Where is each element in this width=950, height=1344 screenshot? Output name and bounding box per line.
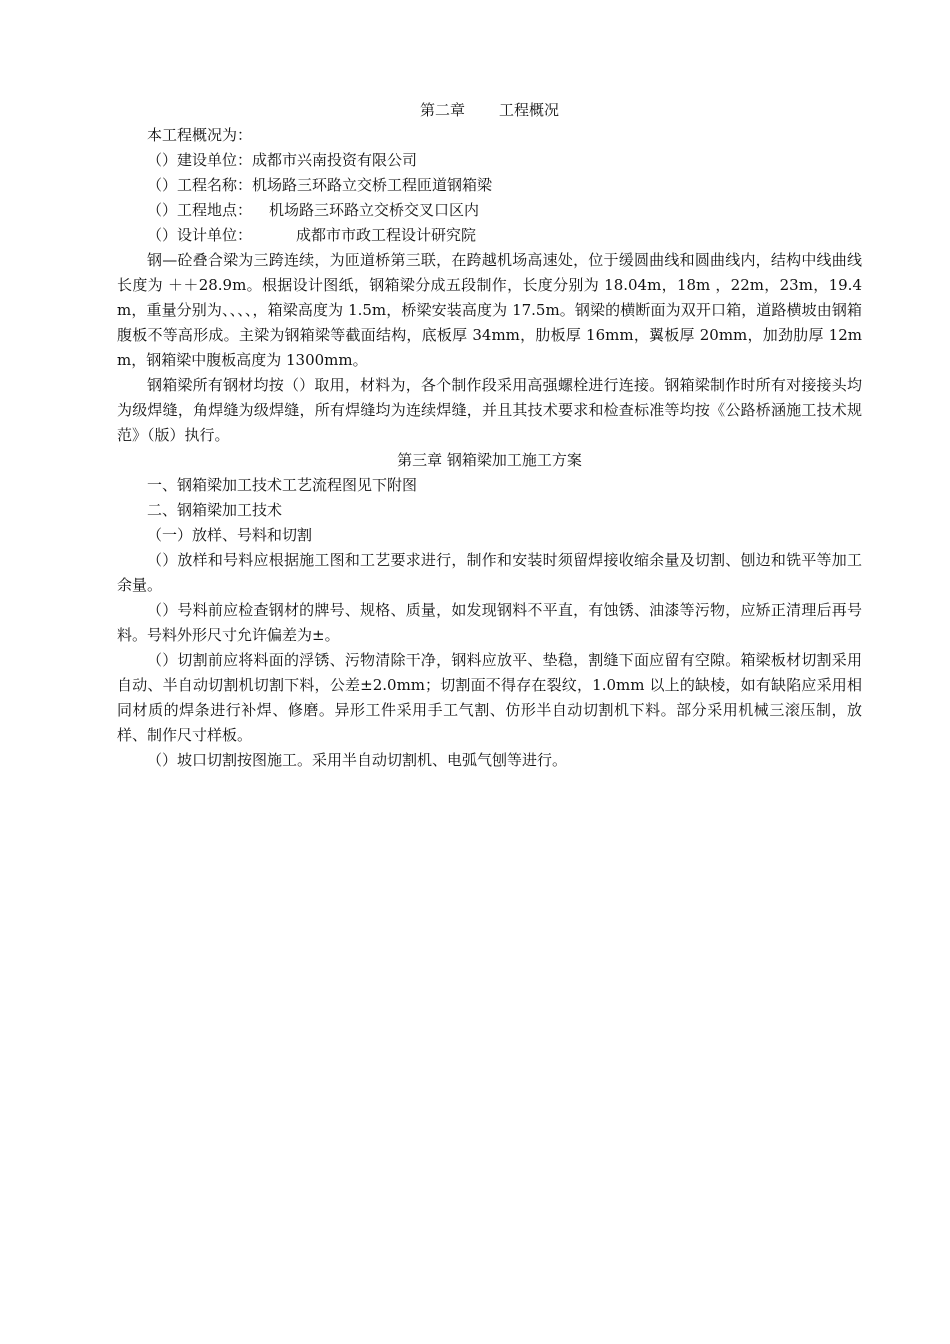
overview-item-owner bbox=[117, 148, 862, 173]
overview-item-designer-value: 成都市市政工程设计研究院 bbox=[296, 226, 477, 244]
overview-intro: 本工程概况为： bbox=[147, 126, 253, 144]
overview-item-owner-value: 成都市兴南投资有限公司 bbox=[252, 151, 418, 169]
overview-item-location-value: 机场路三环路立交桥交叉口区内 bbox=[269, 201, 480, 219]
chapter-2-title: 工程概况 bbox=[499, 101, 560, 119]
overview-item-designer-label: （）设计单位： bbox=[147, 226, 253, 244]
document-body bbox=[117, 98, 862, 773]
overview-material-paragraph: 钢箱梁所有钢材均按（）取用，材料为，各个制作段采用高强螺栓进行连接。钢箱梁制作时所有对接接头均为级焊缝，角焊缝为级焊缝，所有焊缝均为连续焊缝，并且其技术要求和检查标准等均按《公路桥涵施工技术规范》（版）执行。 bbox=[117, 376, 862, 444]
overview-structure-paragraph: 钢—砼叠合梁为三跨连续，为匝道桥第三联，在跨越机场高速处，位于缓圆曲线和圆曲线内，结构中线曲线长度为 ＋＋28.9m。根据设计图纸，钢箱梁分成五段制作，长度分别为 18.04m，18m ，22m，23m，19.4m，重量分别为、、、、，箱梁高度为 1.5m，桥梁安装高度为 17.5m。钢梁的横断面为双开口箱，道路横坡由钢箱腹板不等高形成。主梁为钢箱梁等截面结构，底板厚 34mm，肋板厚 16mm，翼板厚 20mm，加劲肋厚 12mm，钢箱梁中腹板高度为 1300mm。 bbox=[117, 251, 862, 369]
overview-item-location bbox=[117, 198, 862, 223]
plan-paragraph-cutting: （）切割前应将料面的浮锈、污物清除干净，钢料应放平、垫稳，割缝下面应留有空隙。箱梁板材切割采用自动、半自动切割机切割下料，公差±2.0mm；切割面不得存在裂纹，1.0mm 以上的缺棱，如有缺陷应采用相同材质的焊条进行补焊、修磨。异形工件采用手工气割、仿形半自动切割机下料。部分采用机械三滚压制，放样、制作尺寸样板。 bbox=[117, 651, 862, 744]
plan-paragraph-material-check: （）号料前应检查钢材的牌号、规格、质量，如发现钢料不平直，有蚀锈、油漆等污物，应矫正清理后再号料。号料外形尺寸允许偏差为±。 bbox=[117, 601, 862, 644]
chapter-3-heading: 第三章 钢箱梁加工施工方案 bbox=[397, 451, 582, 469]
overview-item-owner-label: （）建设单位： bbox=[147, 151, 253, 169]
chapter-2-heading bbox=[117, 98, 862, 123]
overview-item-location-label: （）工程地点： bbox=[147, 201, 253, 219]
chapter-2-label: 第二章 bbox=[419, 101, 465, 119]
plan-paragraph-bevel-cutting: （）坡口切割按图施工。采用半自动切割机、电弧气刨等进行。 bbox=[147, 751, 568, 769]
plan-paragraph-layout-marking: （）放样和号料应根据施工图和工艺要求进行，制作和安装时须留焊接收缩余量及切割、刨边和铣平等加工余量。 bbox=[117, 551, 862, 594]
plan-section-2: 二、钢箱梁加工技术 bbox=[147, 501, 283, 519]
overview-item-project-name-label: （）工程名称： bbox=[147, 176, 253, 194]
overview-item-designer bbox=[117, 223, 862, 248]
overview-item-project-name bbox=[117, 173, 862, 198]
plan-subsection-1: （一）放样、号料和切割 bbox=[147, 526, 313, 544]
plan-section-1: 一、钢箱梁加工技术工艺流程图见下附图 bbox=[147, 476, 418, 494]
overview-item-project-name-value: 机场路三环路立交桥工程匝道钢箱梁 bbox=[252, 176, 493, 194]
